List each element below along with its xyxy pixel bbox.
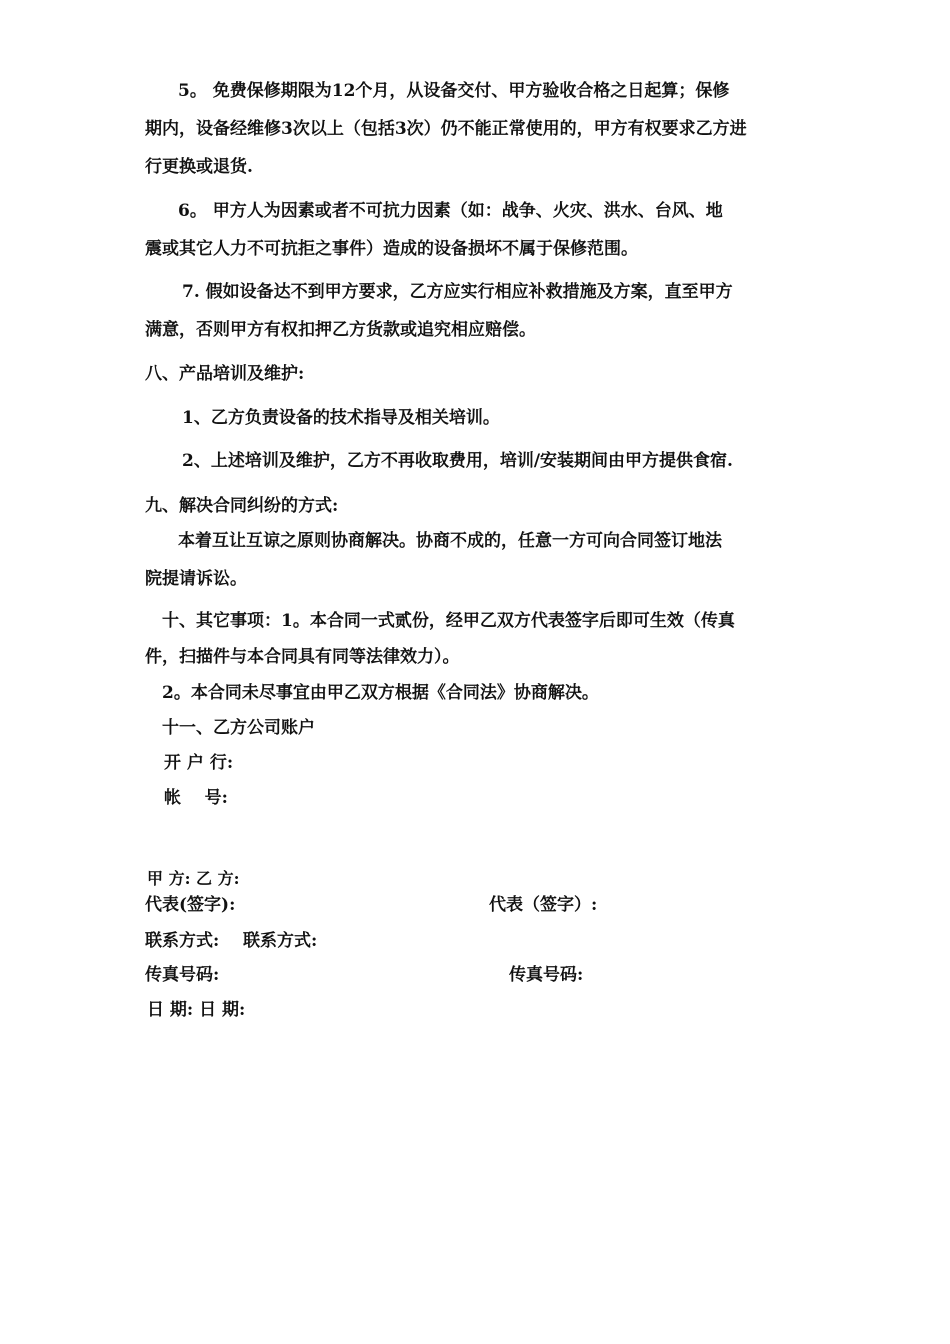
party-b-fax: 传真号码:: [509, 965, 584, 985]
bank-label: 开 户 行:: [164, 753, 234, 773]
section-9-heading: 九、解决合同纠纷的方式:: [145, 496, 339, 516]
section-8-heading: 八、产品培训及维护:: [145, 364, 305, 384]
party-a-fax: 传真号码:: [145, 965, 220, 985]
date-label: 日 期: 日 期:: [147, 1000, 246, 1020]
section-10-line-2: 件，扫描件与本合同具有同等法律效力）。: [145, 647, 460, 667]
account-label: 帐 号:: [164, 788, 228, 808]
section-11-heading: 十一、乙方公司账户: [162, 718, 315, 738]
section-10-line-3: 2。本合同未尽事宜由甲乙双方根据《合同法》协商解决。: [162, 683, 599, 703]
section-9-line-1: 本着互让互谅之原则协商解决。协商不成的，任意一方可向合同签订地法: [178, 531, 722, 551]
clause-5-line-3: 行更换或退货.: [145, 157, 253, 177]
party-b-representative: 代表（签字）:: [489, 895, 598, 915]
party-a-representative: 代表(签字):: [145, 895, 236, 915]
section-8-item-1: 1、乙方负责设备的技术指导及相关培训。: [182, 408, 500, 428]
clause-6-line-2: 震或其它人力不可抗拒之事件）造成的设备损坏不属于保修范围。: [145, 239, 638, 259]
clause-7-line-2: 满意，否则甲方有权扣押乙方货款或追究相应赔偿。: [145, 320, 536, 340]
clause-7-line-1: 7. 假如设备达不到甲方要求，乙方应实行相应补救措施及方案，直至甲方: [182, 282, 733, 302]
section-10-line-1: 十、其它事项：1。本合同一式贰份，经甲乙双方代表签字后即可生效（传真: [162, 611, 735, 631]
section-8-item-2: 2、上述培训及维护，乙方不再收取费用，培训/安装期间由甲方提供食宿.: [182, 451, 733, 471]
parties-label: 甲 方: 乙 方:: [147, 869, 240, 888]
clause-5-line-1: 5。 免费保修期限为12个月，从设备交付、甲方验收合格之日起算；保修: [178, 81, 730, 101]
contact-label: 联系方式: 联系方式:: [145, 931, 318, 951]
clause-5-line-2: 期内，设备经维修3次以上（包括3次）仍不能正常使用的，甲方有权要求乙方进: [145, 119, 747, 139]
clause-6-line-1: 6。 甲方人为因素或者不可抗力因素（如：战争、火灾、洪水、台风、地: [178, 201, 723, 221]
section-9-line-2: 院提请诉讼。: [145, 569, 247, 589]
